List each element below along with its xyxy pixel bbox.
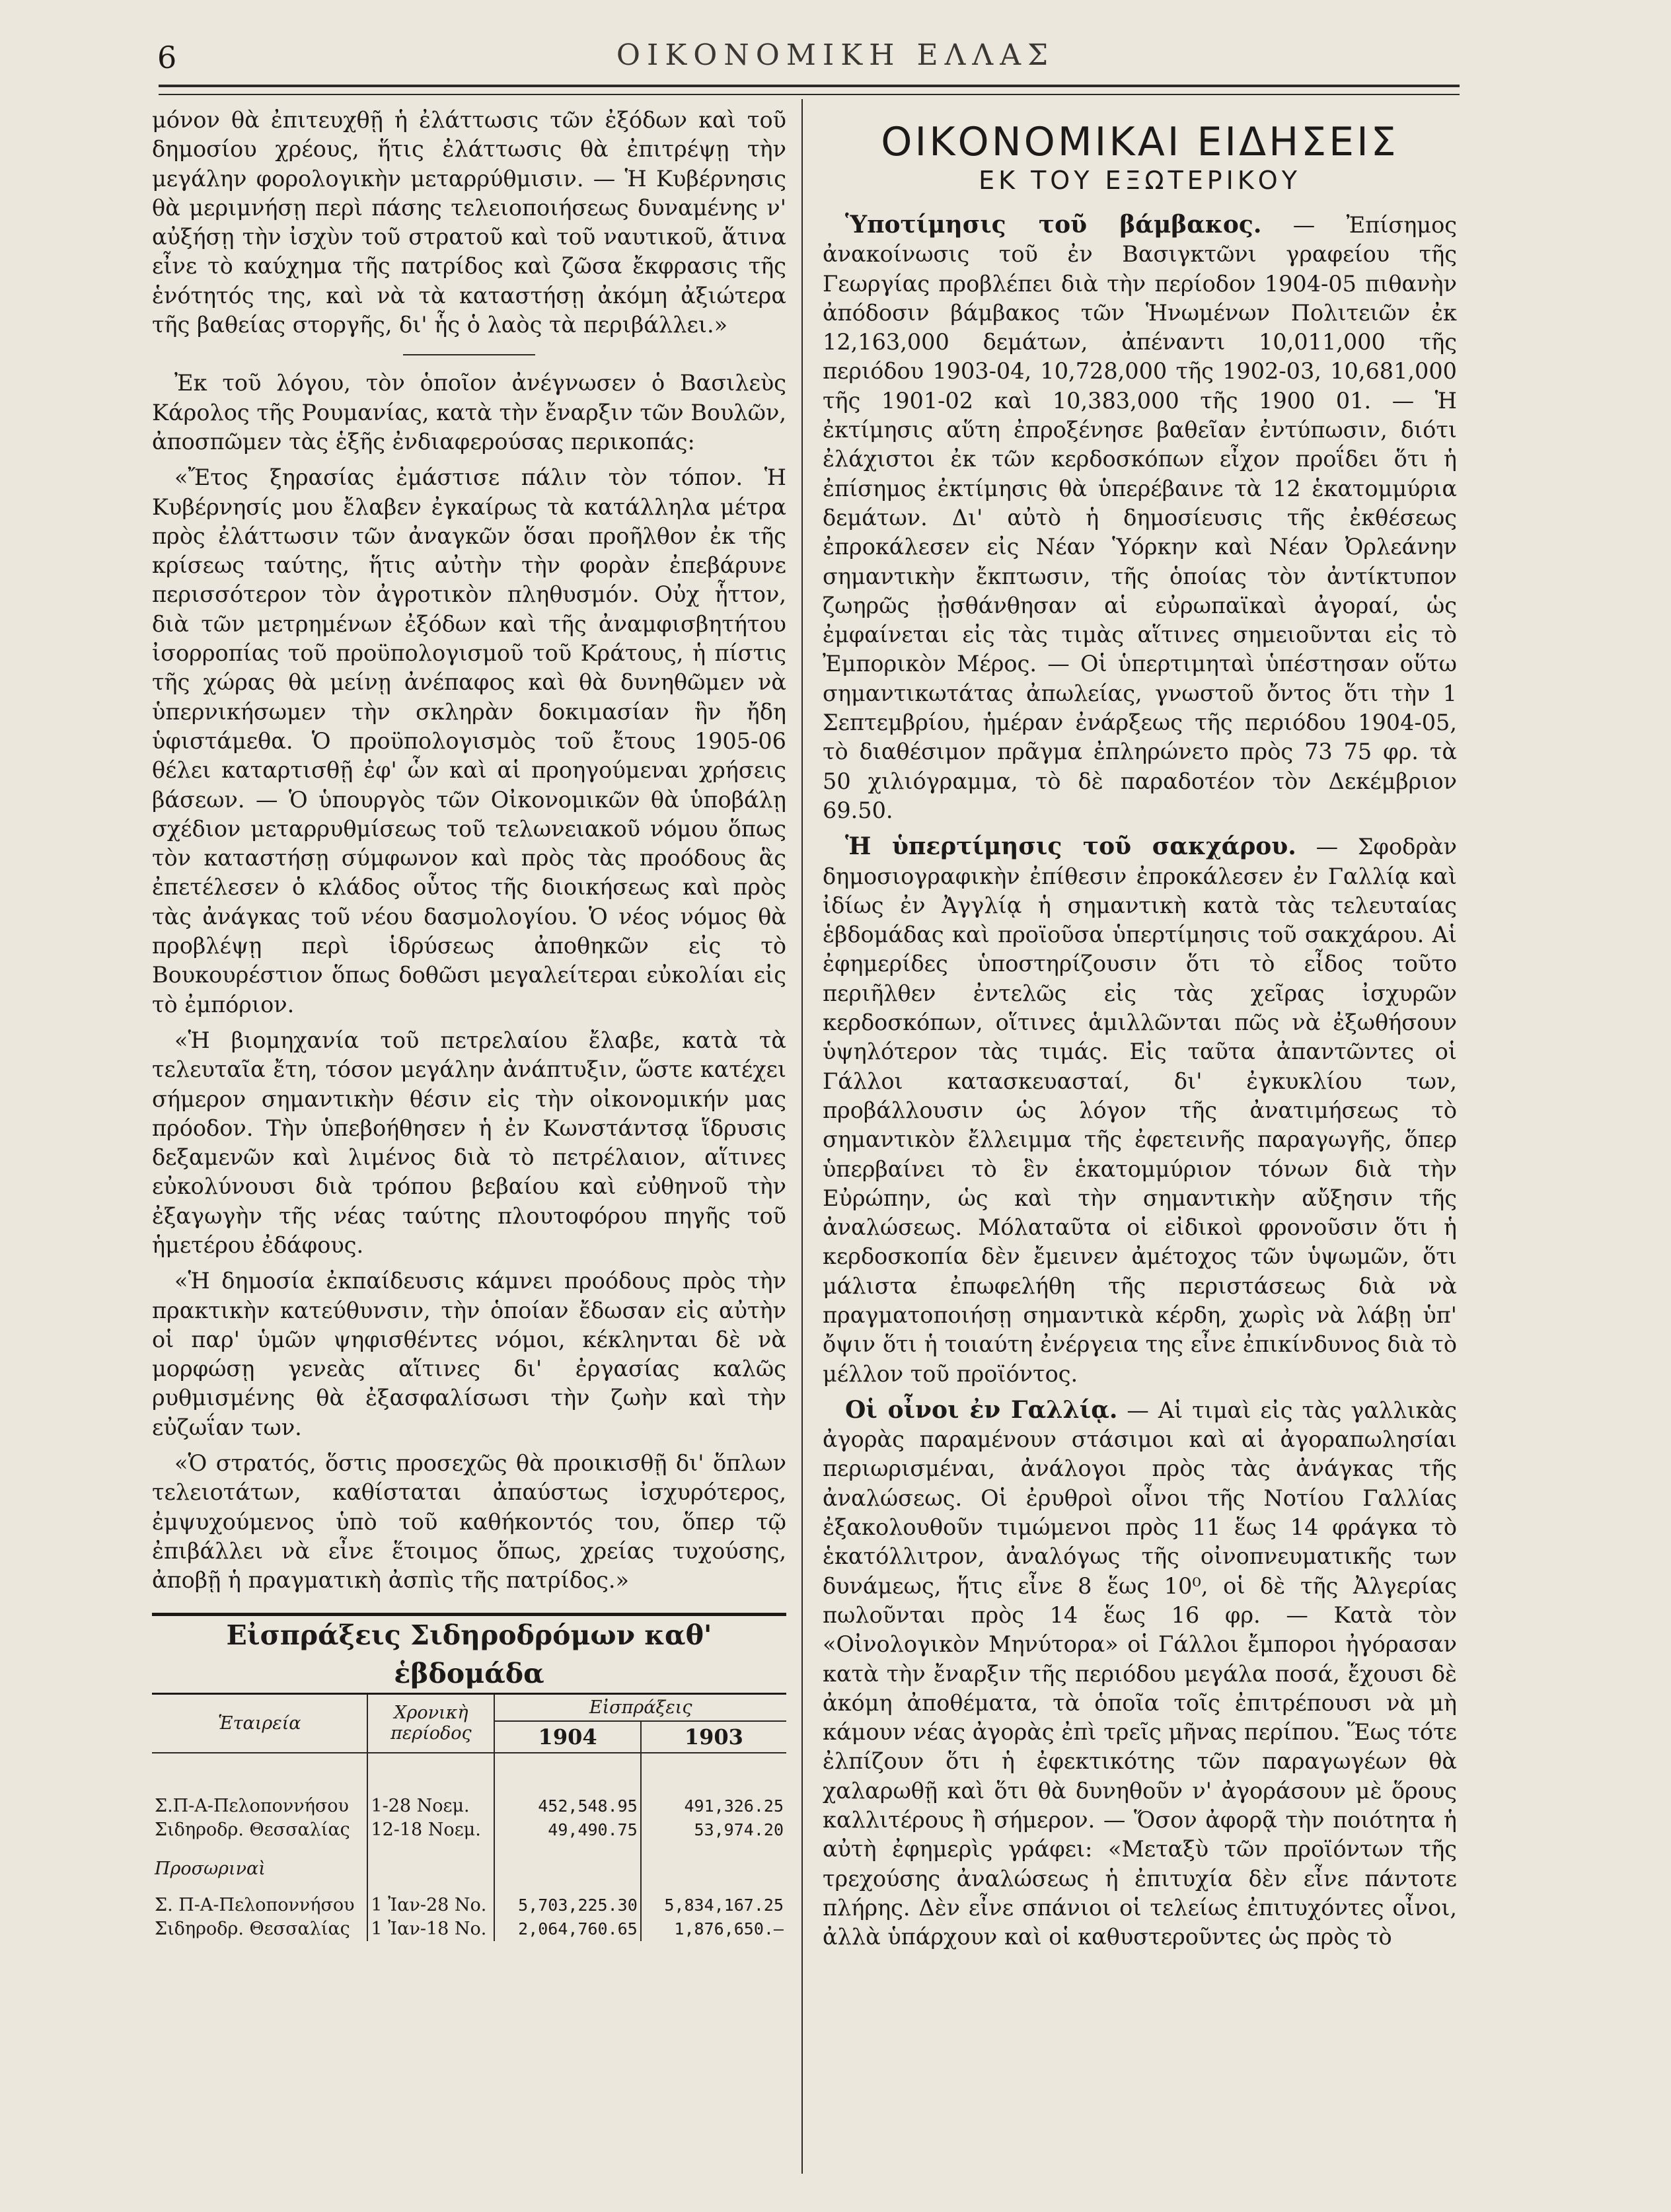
company-cell: Σιδηροδρ. Θεσσαλίας: [155, 1819, 350, 1840]
value-1904-cell: 49,490.75: [494, 1818, 640, 1842]
col-header-company: Ἑταιρεία: [152, 1695, 367, 1753]
news-text: — Αἱ τιμαὶ εἰς τὰς γαλλικὰς ἀγορὰς παραμένουν στάσιμοι καὶ αἱ ἀγοραπωλησίαι περιωρισμέναι, ἀνάλογοι πρὸς τὰς ἀνάγκας τῆς ἀναλώσεως. Οἱ ἐρυθροὶ οἶνοι τῆς Νοτίου Γαλλίας ἐξακολουθοῦν τιμώμενοι πρὸς 11 ἕως 14 φράγκα τὸ ἑκατόλλιτρον, ἀναλόγως τῆς οἰνοπνευματικῆς των δυνάμεως, ἥτις εἶνε 8 ἕως 10⁰, οἱ δὲ τῆς Ἀλγερίας πωλοῦνται πρὸς 14 ἕως 16 φρ. — Κατὰ τὸν «Οἰνολογικὸν Μηνύτορα» οἱ Γάλλοι ἔμποροι ἠγόρασαν κατὰ τὴν ἔναρξιν τῆς περιόδου μεγάλα ποσά, ἔχουσι δὲ ἀκόμη ἀποθέματα, τὰ ὁποῖα τοῖς ἐπιτρέπουσι νὰ μὴ κάμουν νέας ἀγορὰς ἐπὶ τρεῖς μῆνας περίπου. Ἕως τότε ἐλπίζουν ὅτι ἡ ἐφεκτικότης τῶν παραγωγέων θὰ χαλαρωθῇ καὶ ὅτι θὰ δυνηθοῦν ν' ἀγοράσουν μὲ ὅρους καλλιτέρους ἢ σήμερον. — Ὅσον ἀφορᾷ τὴν ποιότητα ἡ αὐτὴ ἐφημερὶς γράφει: «Μεταξὺ τῶν προϊόντων τῆς τρεχούσης ἀναλώσεως ἡ ἐπιτυχία δὲν εἶνε πάντοτε πλήρης. Δὲν εἶνε σπάνιοι οἱ τελείως ἐπιτυχόντες οἶνοι, ἀλλὰ ὑπάρχουν καὶ οἱ καθυστεροῦντες ὡς πρὸς τὸ: [823, 1397, 1457, 1950]
article-paragraph: «Ἡ δημοσία ἐκπαίδευσις κάμνει προόδους πρὸς τὴν πρακτικὴν κατεύθυνσιν, τὴν ὁποίαν ἔδωσαν εἰς αὐτὴν οἱ παρ' ὑμῶν ψηφισθέντες νόμοι, κέκληνται δὲ νὰ μορφώσῃ γενεὰς αἵτινες δι' ἐργασίας καλῶς ρυθμισμένης θὰ ἐξασφαλίσωσι τὴν ζωὴν καὶ τὴν εὐζωΐαν των.: [152, 1268, 786, 1440]
value-1903-cell: 5,834,167.25: [641, 1894, 786, 1917]
value-1903-cell: 1,876,650.—: [641, 1917, 786, 1941]
period-cell: 1 Ἰαν-28 Νο.: [367, 1894, 494, 1917]
left-column: [152, 106, 786, 1941]
news-rubric: Ἡ ὑπερτίμησις τοῦ σακχάρου.: [845, 832, 1296, 861]
group-label: Προσωριναὶ: [155, 1858, 266, 1879]
news-item-wine: [823, 1395, 1457, 1952]
masthead: ΟΙΚΟΝΟΜΙΚΗ ΕΛΛΑΣ: [616, 38, 1055, 72]
news-item-cotton: [823, 210, 1457, 825]
article-paragraph: «Ἔτος ξηρασίας ἐμάστισε πάλιν τὸν τόπον. Ἡ Κυβέρνησίς μου ἔλαβεν ἐγκαίρως τὰ κατάλληλα μέτρα πρὸς ἐλάττωσιν τῶν ἀναγκῶν ὅσαι προῆλθον ἐκ τῆς κρίσεως ταύτης, ἥτις αὐτὴν τὴν φορὰν ἐπεβάρυνε περισσότερον τὸν ἀγροτικὸν πληθυσμόν. Οὐχ ἧττον, διὰ τῶν μετρημένων ἐξόδων καὶ τῆς ἀναμφισβητήτου ἰσορροπίας τοῦ προϋπολογισμοῦ τοῦ Κράτους, ἡ πίστις τῆς χώρας θὰ μείνῃ ἀνέπαφος καὶ θὰ δυνηθῶμεν νὰ ὑπερνικήσωμεν τὴν σκληρὰν δοκιμασίαν ἣν ἤδη ὑφιστάμεθα. Ὁ προϋπολογισμὸς τοῦ ἔτους 1905-06 θέλει καταρτισθῇ ἐφ' ὧν καὶ αἱ προηγούμεναι χρήσεις βάσεων. — Ὁ ὑπουργὸς τῶν Οἰκονομικῶν θὰ ὑποβάλῃ σχέδιον μεταρρυθμίσεως τοῦ τελωνειακοῦ νόμου ὅπως τὸν καταστήσῃ σύμφωνον καὶ πρὸς τὰς προόδους ἃς ἐπετέλεσεν ὁ κλάδος οὗτος τῆς διοικήσεως καὶ πρὸς τὰς ἀνάγκας τοῦ νέου δασμολογίου. Ὁ νέος νόμος θὰ προβλέψῃ περὶ ἱδρύσεως ἀποθηκῶν εἰς τὸ Βουκουρέστιον ὅπως δοθῶσι μεγαλείτεραι εὐκολίαι εἰς τὸ ἐμπόριον.: [152, 464, 786, 1017]
table-row: [152, 1794, 786, 1818]
article-paragraph: Ἐκ τοῦ λόγου, τὸν ὁποῖον ἀνέγνωσεν ὁ Βασιλεὺς Κάρολος τῆς Ρουμανίας, κατὰ τὴν ἔναρξιν τῶν Βουλῶν, ἀποσπῶμεν τὰς ἑξῆς ἐνδιαφερούσας περικοπάς:: [152, 370, 786, 455]
col-header-1903: 1903: [641, 1721, 786, 1753]
right-column: [823, 119, 1457, 1959]
table-row: [152, 1894, 786, 1917]
news-rubric: Οἱ οἶνοι ἐν Γαλλίᾳ.: [845, 1395, 1118, 1424]
separator-rule: [403, 354, 535, 355]
news-rubric: Ὑποτίμησις τοῦ βάμβακος.: [845, 211, 1262, 239]
period-cell: 1 Ἰαν-18 Νο.: [367, 1917, 494, 1941]
news-text: — Σφοδρὰν δημοσιογραφικὴν ἐπίθεσιν ἐπροκάλεσεν ἐν Γαλλίᾳ καὶ ἰδίως ἐν Ἀγγλίᾳ ἡ σημαντικὴ κατὰ τὰς τελευταίας ἑβδομάδας καὶ προϊοῦσα ὑπερτίμησις τοῦ σακχάρου. Αἱ ἐφημερίδες ὑποστηρίζουσιν ὅτι τὸ εἶδος τοῦτο περιῆλθεν ἐντελῶς εἰς τὰς χεῖρας ἰσχυρῶν κερδοσκόπων, οἵτινες ἁμιλλῶνται πῶς νὰ ἐξωθήσουν ὑψηλότερον τὰς τιμάς. Εἰς ταῦτα ἀπαντῶντες οἱ Γάλλοι κατασκευασταί, δι' ἐγκυκλίου των, προβάλλουσιν ὡς λόγον τῆς ἀνατιμήσεως τὸ σημαντικὸν ἔλλειμμα τῆς ἐφετεινῆς παραγωγῆς, ὅπερ ὑπερβαίνει τὸ ἓν ἑκατομμύριον τόνων διὰ τὴν Εὐρώπην, ὡς καὶ τὴν σημαντικὴν αὔξησιν τῆς ἀναλώσεως. Μόλαταῦτα οἱ εἰδικοὶ φρονοῦσιν ὅτι ἡ κερδοσκοπία δὲν ἔμεινεν ἀμέτοχος τῶν ὑψωμῶν, ὅτι μάλιστα ἐπωφελήθη τῆς περιστάσεως διὰ νὰ πραγματοποιήσῃ σημαντικὰ κέρδη, χωρὶς νὰ λάβῃ ὑπ' ὄψιν ὅτι ἡ τοιαύτη ἐνέργεια της εἶνε ἐπικίνδυνος διὰ τὸ μέλλον τοῦ προϊόντος.: [823, 834, 1457, 1387]
company-cell: Σ. Π-Α-Πελοποννήσου: [155, 1894, 355, 1915]
value-1903-cell: 491,326.25: [641, 1794, 786, 1818]
col-header-1904: 1904: [494, 1721, 640, 1753]
period-cell: 1-28 Νοεμ.: [367, 1794, 494, 1818]
period-cell: 12-18 Νοεμ.: [367, 1818, 494, 1842]
value-1904-cell: 452,548.95: [494, 1794, 640, 1818]
value-1904-cell: 2,064,760.65: [494, 1917, 640, 1941]
col-header-receipts: Εἰσπράξεις: [494, 1695, 786, 1721]
table-title: Εἰσπράξεις Σιδηροδρόμων καθ' ἑβδομάδα: [152, 1613, 786, 1695]
value-1903-cell: 53,974.20: [641, 1818, 786, 1842]
railway-receipts-table: [152, 1613, 786, 1941]
article-paragraph: «Ἡ βιομηχανία τοῦ πετρελαίου ἔλαβε, κατὰ τὰ τελευταῖα ἔτη, τόσον μεγάλην ἀνάπτυξιν, ὥστε κατέχει σήμερον σημαντικὴν θέσιν εἰς τὴν οἰκονομικήν μας πρόοδον. Τὴν ὑπεβοήθησεν ἡ ἐν Κωνστάντσᾳ ἵδρυσις δεξαμενῶν καὶ λιμένος διὰ τὸ πετρέλαιον, αἵτινες εὐκολύνουσι διὰ τρόπου βεβαίου καὶ εὐθηνοῦ τὴν ἐξαγωγὴν τῆς νέας ταύτης πλουτοφόρου πηγῆς τοῦ ἡμετέρου ἐδάφους.: [152, 1027, 786, 1258]
article-paragraph: «Ὁ στρατός, ὅστις προσεχῶς θὰ προικισθῇ δι' ὅπλων τελειοτάτων, καθίσταται ἀπαύστως ἰσχυρότερος, ἐμψυχούμενος ὑπὸ τοῦ καθήκοντός του, ὅπερ τῷ ἐπιβάλλει νὰ εἶνε ἕτοιμος ὅπως, χρείας τυχούσης, ἀποβῇ ἡ πραγματικὴ ἀσπὶς τῆς πατρίδος.»: [152, 1450, 786, 1594]
table-row: [152, 1917, 786, 1941]
header-rule-thin: [159, 94, 1460, 95]
section-subtitle: ΕΚ ΤΟΥ ΕΞΩΤΕΡΙΚΟΥ: [979, 166, 1301, 195]
col-header-period: Χρονικὴ περίοδος: [367, 1695, 494, 1753]
column-divider: [801, 99, 803, 2174]
header-rule: [159, 85, 1460, 87]
section-title: ΟΙΚΟΝΟΜΙΚΑΙ ΕΙΔΗΣΕΙΣ: [881, 119, 1399, 165]
news-text: — Ἐπίσημος ἀνακοίνωσις τοῦ ἐν Βασιγκτῶνι γραφείου τῆς Γεωργίας προβλέπει διὰ τὴν περίοδον 1904-05 πιθανὴν ἀπόδοσιν βάμβακος τῶν Ἡνωμένων Πολιτειῶν ἐκ 12,163,000 δεμάτων, ἀπέναντι 10,011,000 τῆς περιόδου 1903-04, 10,728,000 τῆς 1902-03, 10,681,000 τῆς 1901-02 καὶ 10,383,000 τῆς 1900 01. — Ἡ ἐκτίμησις αὕτη ἐπροξένησε βαθεῖαν ἐντύπωσιν, διότι ἐλάχιστοι ἐκ τῶν κερδοσκόπων εἶχον προΐδει ὅτι ἡ ἐπίσημος ἐκτίμησις θὰ ὑπερέβαινε τὰ 12 ἑκατομμύρια δεμάτων. Δι' αὐτὸ ἡ δημοσίευσις τῆς ἐκθέσεως ἐπροκάλεσεν εἰς Νέαν Ὑόρκην καὶ Νέαν Ὀρλεάνην σημαντικὴν ἔκπτωσιν, τῆς ὁποίας τὸν ἀντίκτυπον ζωηρῶς ᾐσθάνθησαν αἱ εὐρωπαϊκαὶ ἀγοραί, ὡς ἐμφαίνεται εἰς τὰς τιμὰς αἵτινες σημειοῦνται εἰς τὸ Ἐμπορικὸν Μέρος. — Οἱ ὑπερτιμηταὶ ὑπέστησαν οὕτω σημαντικωτάτας ἀπωλείας, γνωστοῦ ὄντος ὅτι τὴν 1 Σεπτεμβρίου, ἡμέραν ἐνάρξεως τῆς περιόδου 1904-05, τὸ διαθέσιμον πρᾶγμα ἐπληρώνετο πρὸς 73 75 φρ. τὰ 50 χιλιόγραμμα, τὸ δὲ παραδοτέον τὸν Δεκέμβριον 69.50.: [823, 212, 1457, 823]
page-number: 6: [157, 40, 177, 75]
table-row: [152, 1818, 786, 1842]
value-1904-cell: 5,703,225.30: [494, 1894, 640, 1917]
company-cell: Σ.Π-Α-Πελοποννήσου: [155, 1795, 349, 1816]
receipts-table: [152, 1695, 786, 1941]
news-item-sugar: [823, 832, 1457, 1389]
article-paragraph: μόνον θὰ ἐπιτευχθῇ ἡ ἐλάττωσις τῶν ἐξόδων καὶ τοῦ δημοσίου χρέους, ἥτις ἐλάττωσις θὰ ἐπιτρέψῃ τὴν μεγάλην φορολογικὴν μεταρρύθμισιν. — Ἡ Κυβέρνησις θὰ μεριμνήσῃ περὶ πάσης τελειοποιήσεως δυναμένης ν' αὐξήσῃ τὴν ἰσχὺν τοῦ στρατοῦ καὶ τοῦ ναυτικοῦ, ἅτινα εἶνε τὸ καύχημα τῆς πατρίδος καὶ ζῶσα ἔκφρασις τῆς ἑνότητός της, καὶ νὰ τὰ καταστήσῃ ἀκόμη ἀξιώτερα τῆς βαθείας στοργῆς, δι' ἧς ὁ λαὸς τὰ περιβάλλει.»: [152, 107, 786, 338]
company-cell: Σιδηροδρ. Θεσσαλίας: [155, 1918, 350, 1939]
table-group-row: [152, 1842, 786, 1894]
